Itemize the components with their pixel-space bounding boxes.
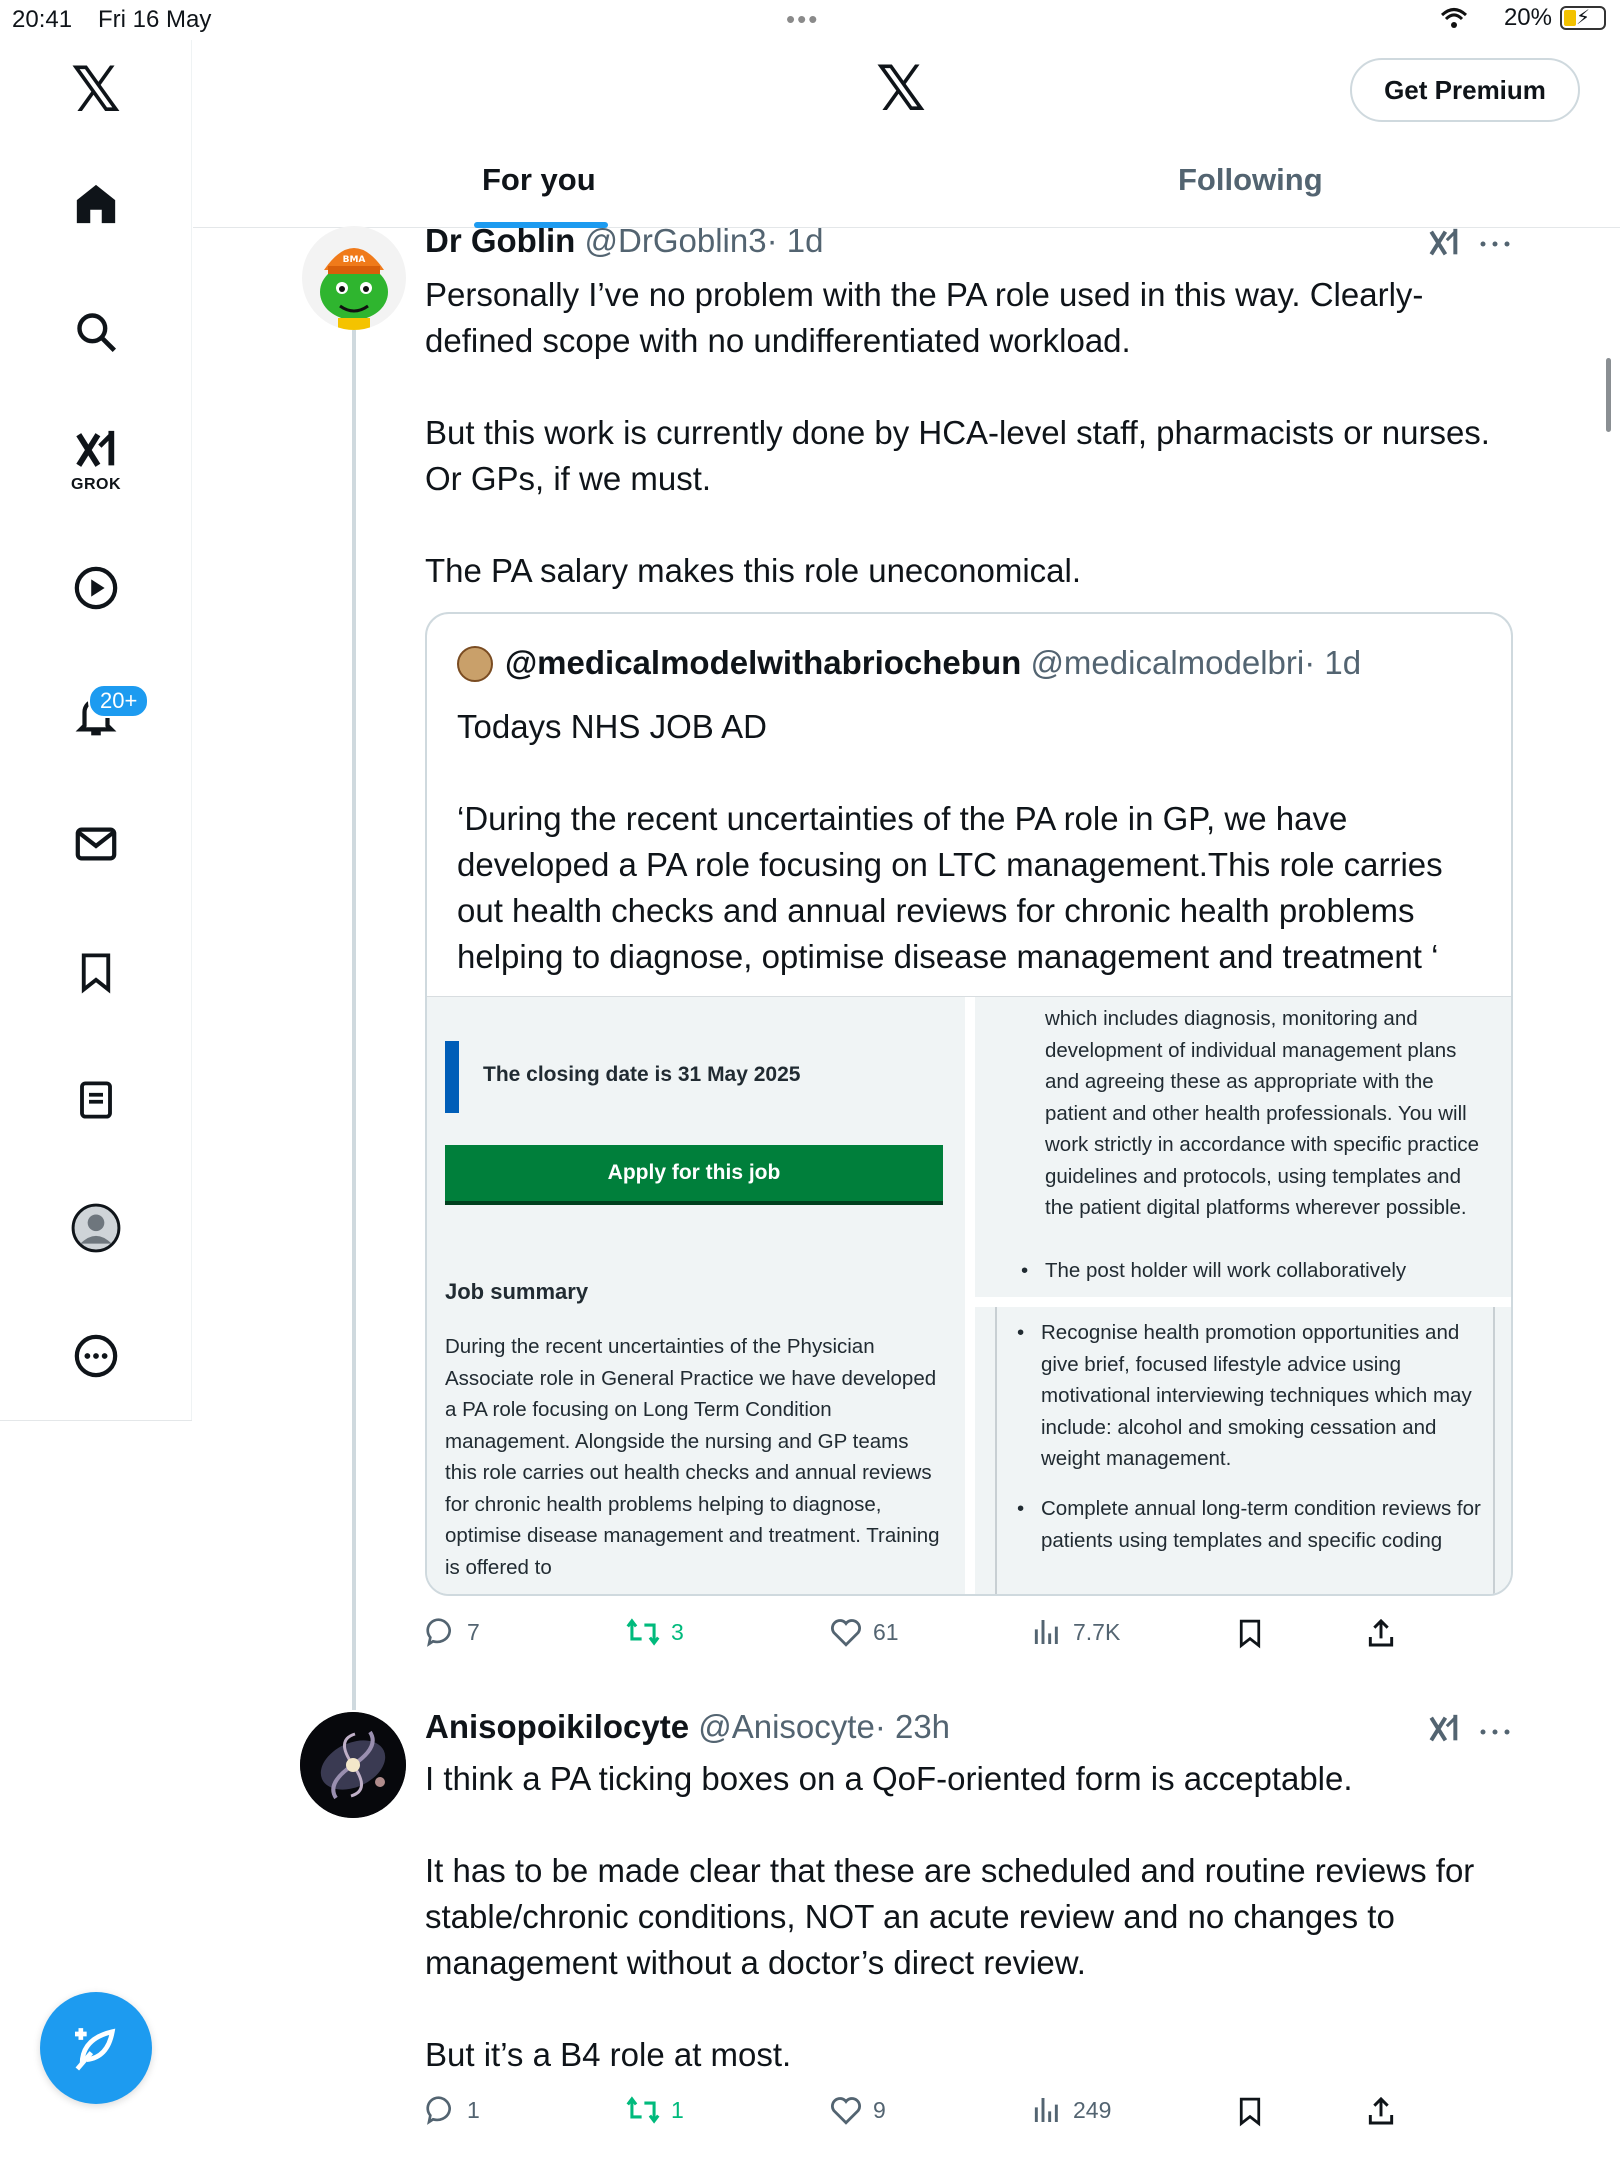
timeline-tabs	[193, 150, 1620, 228]
quoted-tweet[interactable]	[425, 612, 1513, 1596]
job-bullet-text: Recognise health promotion opportunities and give brief, focused lifestyle advice using motivational interviewing techniques which may include: alcohol and smoking cessation and weight management.	[1041, 1321, 1472, 1470]
tweet-header	[425, 222, 823, 260]
tweet-text	[425, 1756, 1515, 2078]
repost-count: 1	[671, 2096, 684, 2123]
grok-explain-icon[interactable]	[1426, 1712, 1462, 1755]
share-button[interactable]	[1365, 1616, 1397, 1650]
tweet-time[interactable]: · 23h	[874, 1708, 951, 1745]
status-bar	[0, 0, 1620, 40]
like-button[interactable]	[829, 1616, 899, 1648]
tweet-paragraph: The PA salary makes this role uneconomical.	[425, 552, 1082, 589]
repost-button[interactable]	[625, 1616, 684, 1648]
avatar-badge-text: BMA	[342, 255, 366, 265]
views-count: 7.7K	[1073, 1618, 1121, 1645]
bookmark-button[interactable]	[1235, 2094, 1265, 2128]
status-time: 20:41	[12, 6, 73, 33]
quote-author-handle: @medicalmodelbri	[1030, 644, 1305, 681]
like-icon	[829, 1616, 863, 1648]
x-logo[interactable]: 𝕏	[71, 53, 121, 126]
job-summary-title: Job summary	[445, 1279, 589, 1304]
tweet-paragraph: But it’s a B4 role at most.	[425, 2036, 792, 2073]
reply-icon	[425, 1616, 457, 1648]
avatar[interactable]	[302, 226, 406, 330]
home-icon[interactable]	[66, 174, 126, 234]
wifi-icon	[1440, 6, 1468, 30]
bookmark-icon	[1235, 2094, 1265, 2128]
search-icon[interactable]	[66, 302, 126, 362]
tweet-paragraph: But this work is currently done by HCA-level staff, pharmacists or nurses. Or GPs, if we must.	[425, 414, 1490, 497]
notifications-badge: 20+	[88, 684, 149, 718]
grok-explain-icon[interactable]	[1426, 226, 1462, 269]
more-icon[interactable]	[66, 1326, 126, 1386]
battery-icon: ⚡	[1560, 6, 1606, 30]
like-button[interactable]	[829, 2094, 886, 2126]
repost-icon	[625, 1616, 661, 1648]
apply-button-image: Apply for this job	[445, 1145, 943, 1205]
tweet-time[interactable]: · 1d	[766, 222, 824, 259]
avatar[interactable]	[300, 1712, 406, 1818]
scrollbar[interactable]	[1606, 358, 1611, 432]
bookmark-icon	[1235, 1616, 1265, 1650]
job-bullet-text: Complete annual long-term condition reviews for patients using templates and specific coding	[1041, 1497, 1481, 1552]
views-icon	[1031, 1616, 1063, 1648]
author-name[interactable]: Dr Goblin	[425, 222, 576, 259]
quote-author-name: @medicalmodelwithabriochebun	[505, 644, 1022, 681]
share-icon	[1365, 1616, 1397, 1650]
author-name[interactable]: Anisopoikilocyte	[425, 1708, 690, 1745]
multitask-dots[interactable]: •••	[786, 4, 820, 34]
quote-text	[457, 704, 1497, 980]
tab-following[interactable]: Following	[1178, 162, 1323, 197]
compose-button[interactable]	[40, 1992, 152, 2104]
job-bullets-box	[995, 1307, 1495, 1596]
share-icon	[1365, 2094, 1397, 2128]
views-button[interactable]	[1031, 1616, 1120, 1648]
profile-icon[interactable]	[66, 1198, 126, 1258]
lists-icon[interactable]	[66, 1070, 126, 1130]
like-count: 61	[873, 1618, 899, 1645]
tweet-paragraph: It has to be made clear that these are scheduled and routine reviews for stable/chronic conditions, NOT an acute review and no changes to management without a doctor’s direct review.	[425, 1852, 1475, 1981]
reply-button[interactable]	[425, 1616, 480, 1648]
tweet-more-icon[interactable]	[1478, 1716, 1512, 1750]
reply-icon	[425, 2094, 457, 2126]
tweet-actions	[425, 1616, 1425, 1656]
tweet-paragraph: Personally I’ve no problem with the PA role used in this way. Clearly-defined scope with no undifferentiated workload.	[425, 276, 1424, 359]
like-count: 9	[873, 2096, 886, 2123]
grok-icon[interactable]	[66, 420, 126, 480]
views-icon	[1031, 2094, 1063, 2126]
job-bullet: • Complete annual long-term condition reviews for patients using templates and specific coding	[1017, 1497, 1481, 1552]
quote-avatar	[457, 646, 493, 682]
quote-time: · 1d	[1304, 644, 1362, 681]
thread-line	[352, 330, 356, 1710]
views-count: 249	[1073, 2096, 1112, 2123]
moon-icon	[1476, 6, 1496, 30]
tab-for-you[interactable]: For you	[482, 162, 596, 197]
author-handle[interactable]: @Anisocyte	[698, 1708, 875, 1745]
sidebar-divider	[0, 1420, 192, 1421]
tweet-text	[425, 272, 1525, 594]
job-bullet-text: The post holder will work collaboratively	[1045, 1259, 1407, 1282]
x-logo-header[interactable]: 𝕏	[876, 52, 926, 125]
compose-icon	[68, 2020, 124, 2076]
quote-header	[505, 644, 1361, 682]
repost-icon	[625, 2094, 661, 2126]
mail-icon[interactable]	[66, 814, 126, 874]
quote-paragraph: Todays NHS JOB AD	[457, 708, 767, 745]
repost-count: 3	[671, 1618, 684, 1645]
bookmark-icon[interactable]	[66, 942, 126, 1002]
job-summary-text: During the recent uncertainties of the Physician Associate role in General Practice we have developed a PA role focusing on Long Term Condition management. Alongside the nursing and GP teams this role carries out health checks and annual reviews for chronic health problems helping to diagnose, optimise disease management and treatment. Training is offered to	[445, 1335, 940, 1579]
reply-count: 1	[467, 2096, 480, 2123]
tweet-actions	[425, 2094, 1425, 2134]
image-divider	[965, 997, 975, 1596]
job-ad-image[interactable]	[427, 996, 1513, 1596]
views-button[interactable]	[1031, 2094, 1111, 2126]
bookmark-button[interactable]	[1235, 1616, 1265, 1650]
like-icon	[829, 2094, 863, 2126]
quote-paragraph: ‘During the recent uncertainties of the PA role in GP, we have developed a PA role focusing on LTC management.This role carries out health checks and annual reviews for chronic health problems helping to diagnose, optimise disease management and treatment ‘	[457, 800, 1443, 975]
status-indicators	[1440, 4, 1606, 32]
tweet-more-icon[interactable]	[1478, 228, 1512, 262]
tweet-header	[425, 1708, 950, 1746]
author-handle[interactable]: @DrGoblin3	[584, 222, 767, 259]
repost-button[interactable]	[625, 2094, 684, 2126]
grok-label: GROK	[71, 476, 121, 493]
battery-percent: 20%	[1503, 4, 1552, 31]
reply-count: 7	[467, 1618, 480, 1645]
closing-date-text: The closing date is 31 May 2025	[483, 1063, 801, 1086]
job-bullet: • Recognise health promotion opportunities and give brief, focused lifestyle advice using motivational interviewing techniques which may include: alcohol and smoking cessation and weight management.	[1017, 1321, 1472, 1470]
tweet-paragraph: I think a PA ticking boxes on a QoF-oriented form is acceptable.	[425, 1760, 1353, 1797]
share-button[interactable]	[1365, 2094, 1397, 2128]
job-ad-left-column	[427, 997, 965, 1596]
status-date: Fri 16 May	[98, 6, 212, 33]
get-premium-button[interactable]: Get Premium	[1350, 58, 1580, 122]
video-icon[interactable]	[66, 558, 126, 618]
job-description-text: which includes diagnosis, monitoring and development of individual management plans and agreeing these as appropriate with the patient and other health professionals. You will work strictly in accordance with specific practice guidelines and protocols, using templates and the patient digital platforms wherever possible.	[1045, 1007, 1480, 1219]
image-separator	[975, 1297, 1513, 1307]
job-bullet-collaborative: • The post holder will work collaboratively	[1021, 1259, 1407, 1282]
closing-date-marker	[445, 1041, 459, 1113]
job-ad-right-column	[975, 997, 1513, 1596]
reply-button[interactable]	[425, 2094, 480, 2126]
